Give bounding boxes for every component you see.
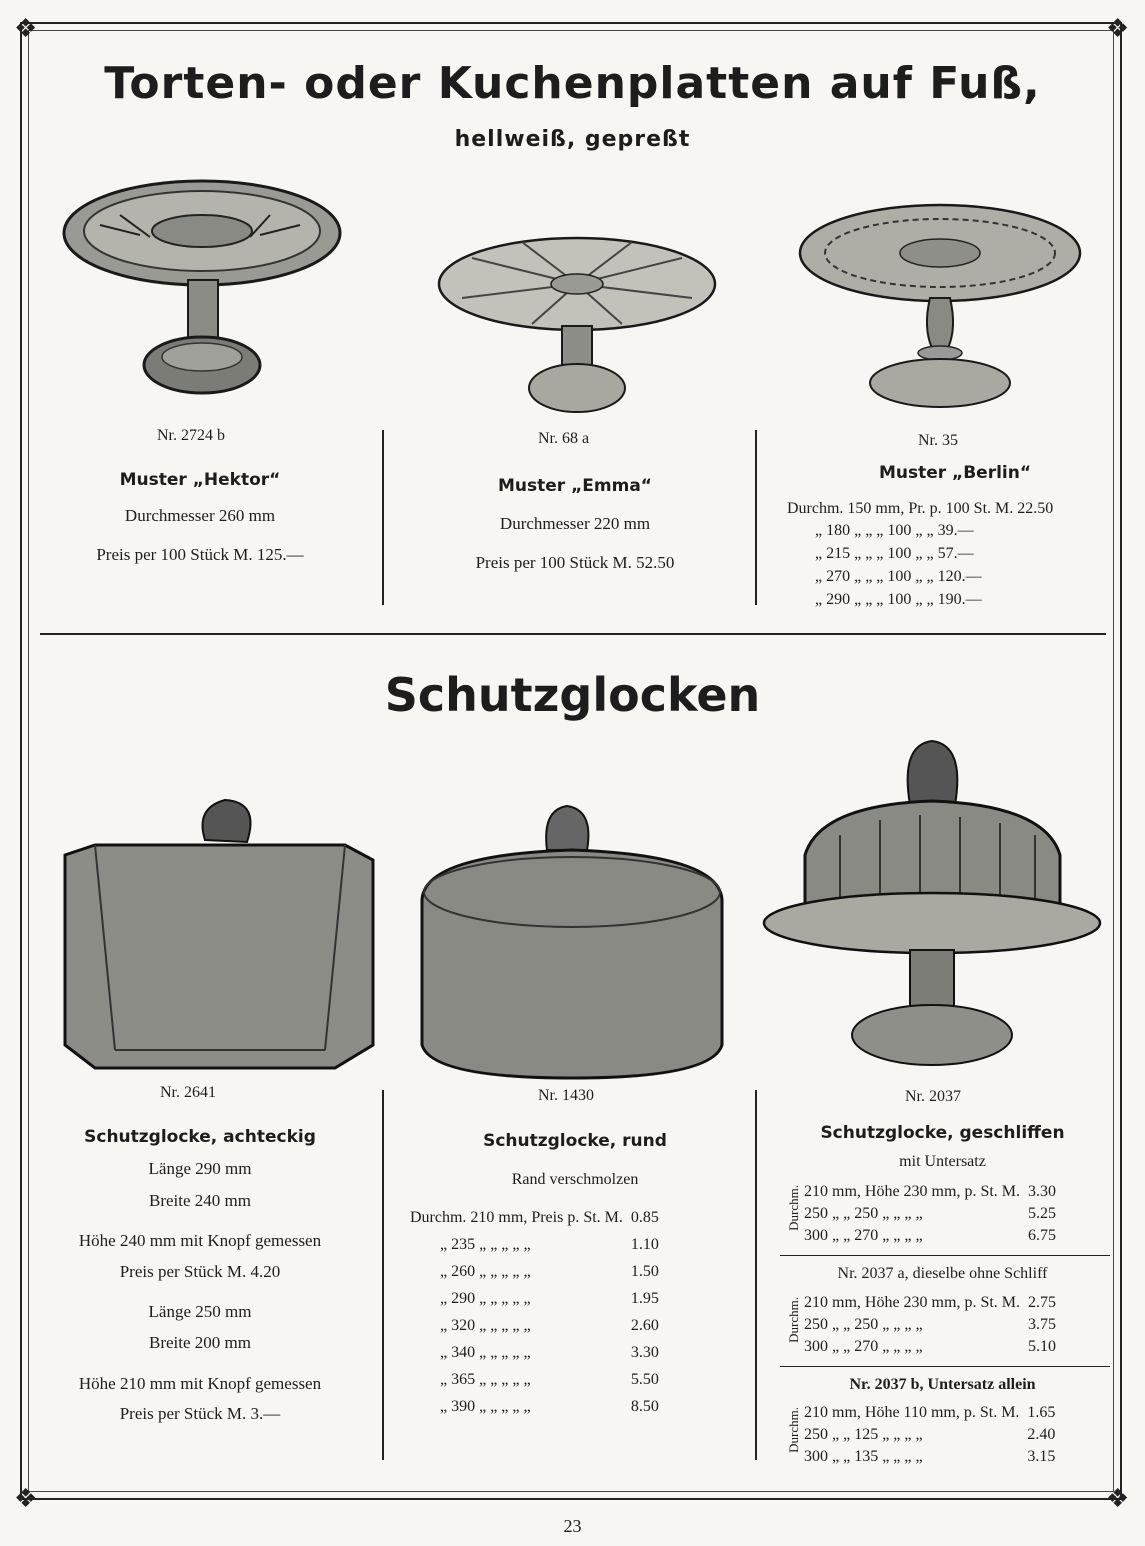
bell-1430-desc: „ 290 „ „ „ „ „ xyxy=(440,1289,531,1307)
bell-2641-line-7: Höhe 210 mm mit Knopf gemessen xyxy=(78,1373,322,1393)
table-row xyxy=(406,1204,663,1231)
bell-2037a-price: 3.75 xyxy=(1028,1316,1057,1333)
bell-2037-desc: 300 „ „ 270 „ „ „ „ xyxy=(804,1227,923,1244)
bell-2037a-price-table xyxy=(800,1292,1060,1358)
bell-2037-nr: Nr. 2037 xyxy=(905,1088,961,1105)
cake-plate-berlin-muster: Muster „Berlin“ xyxy=(878,463,1032,483)
bell-2037-price: 3.30 xyxy=(1028,1183,1057,1200)
cake-plate-emma-muster: Muster „Emma“ xyxy=(498,476,652,496)
bell-2037b-price: 2.40 xyxy=(1027,1426,1056,1443)
bell-2641-nr: Nr. 2641 xyxy=(160,1084,216,1101)
bell-2037b-durchm-label: Durchm. xyxy=(786,1407,801,1453)
bell-2037a-title: Nr. 2037 a, dieselbe ohne Schliff xyxy=(837,1265,1048,1282)
bell-2641-title: Schutzglocke, achteckig xyxy=(84,1127,316,1147)
bell-2037a-desc: 300 „ „ 270 „ „ „ „ xyxy=(804,1338,923,1355)
column-divider xyxy=(382,430,384,605)
bell-2037b-price: 3.15 xyxy=(1027,1448,1056,1465)
page-number: 23 xyxy=(563,1516,582,1536)
bell-1430-price: 0.85 xyxy=(630,1208,659,1226)
bell-2037-price: 6.75 xyxy=(1028,1227,1057,1244)
bell-2037a-price: 5.10 xyxy=(1028,1338,1057,1355)
bell-2641-line-1: Länge 290 mm xyxy=(148,1159,252,1179)
bell-2037-price: 5.25 xyxy=(1028,1205,1057,1222)
table-row xyxy=(800,1336,1060,1358)
bell-2641-info xyxy=(40,1127,360,1425)
table-row xyxy=(800,1292,1060,1314)
bell-1430-price: 2.60 xyxy=(630,1316,659,1334)
page-title: Torten- oder Kuchenplatten auf Fuß, xyxy=(104,58,1041,109)
bell-1430-price: 1.10 xyxy=(630,1235,659,1253)
cake-plate-hektor-info xyxy=(50,470,350,565)
bell-1430-price: 5.50 xyxy=(630,1370,659,1388)
bell-1430-illustration xyxy=(412,800,732,1080)
bell-1430-price: 8.50 xyxy=(630,1397,659,1415)
bell-2037-illustration xyxy=(760,735,1105,1075)
table-row xyxy=(800,1402,1059,1424)
cake-plate-emma-illustration xyxy=(432,228,722,418)
cake-plate-hektor-illustration xyxy=(60,175,345,410)
bell-1430-desc: „ 340 „ „ „ „ „ xyxy=(440,1343,531,1361)
bell-2641-line-5: Länge 250 mm xyxy=(148,1301,252,1321)
table-row xyxy=(800,1203,1060,1225)
cake-plate-berlin-row-1: Durchm. 150 mm, Pr. p. 100 St. M. 22.50 xyxy=(787,500,1054,517)
bell-2641-illustration xyxy=(55,780,385,1075)
bell-1430-subtitle: Rand verschmolzen xyxy=(511,1171,639,1188)
bell-2037a-desc: 250 „ „ 250 „ „ „ „ xyxy=(804,1316,923,1333)
cake-plate-berlin-row-5: „ 290 „ „ „ 100 „ „ 190.— xyxy=(815,591,982,608)
bell-2641-line-8: Preis per Stück M. 3.— xyxy=(119,1404,281,1424)
cake-plate-berlin-row-4: „ 270 „ „ „ 100 „ „ 120.— xyxy=(815,568,982,585)
bell-2641-line-2: Breite 240 mm xyxy=(149,1190,251,1210)
cake-plate-emma-diameter: Durchmesser 220 mm xyxy=(499,514,651,534)
bell-2037-subtitle: mit Untersatz xyxy=(899,1153,986,1170)
bell-2037b-price: 1.65 xyxy=(1027,1404,1056,1421)
corner-ornament-bottom-left: ❖ xyxy=(14,1484,38,1513)
table-row xyxy=(406,1312,663,1339)
bell-2037-price-table xyxy=(800,1181,1060,1247)
column-divider xyxy=(755,1090,757,1460)
bell-2037b-desc: 210 mm, Höhe 110 mm, p. St. M. xyxy=(804,1404,1020,1421)
table-row xyxy=(406,1231,663,1258)
bell-1430-desc: „ 320 „ „ „ „ „ xyxy=(440,1316,531,1334)
bell-1430-desc: „ 260 „ „ „ „ „ xyxy=(440,1262,531,1280)
page-subtitle: hellweiß, gepreßt xyxy=(454,127,691,152)
cake-plate-hektor-nr: Nr. 2724 b xyxy=(157,427,225,444)
column-divider xyxy=(755,430,757,605)
bell-2037-desc: 210 mm, Höhe 230 mm, p. St. M. xyxy=(804,1183,1021,1200)
bell-2037a-divider xyxy=(780,1366,1110,1367)
corner-ornament-top-left: ❖ xyxy=(14,14,38,43)
bell-2037a-durchm-label: Durchm. xyxy=(786,1297,801,1343)
bell-2037-durchm-label: Durchm. xyxy=(786,1185,801,1231)
bell-2037b-price-table xyxy=(800,1402,1059,1468)
cake-plate-hektor-diameter: Durchmesser 260 mm xyxy=(124,506,276,526)
table-row xyxy=(800,1446,1059,1468)
bell-2037b-title: Nr. 2037 b, Untersatz allein xyxy=(849,1376,1036,1393)
bell-2037-title: Schutzglocke, geschliffen xyxy=(820,1123,1065,1143)
cake-plate-berlin-illustration xyxy=(795,198,1090,413)
table-row xyxy=(800,1181,1060,1203)
cake-plate-berlin-row-2: „ 180 „ „ „ 100 „ „ 39.— xyxy=(815,522,974,539)
bell-2641-line-6: Breite 200 mm xyxy=(149,1333,251,1353)
bell-1430-desc: Durchm. 210 mm, Preis p. St. M. xyxy=(410,1208,623,1226)
bell-2037-desc: 250 „ „ 250 „ „ „ „ xyxy=(804,1205,923,1222)
section-divider xyxy=(40,633,1106,635)
bell-2037a-desc: 210 mm, Höhe 230 mm, p. St. M. xyxy=(804,1294,1021,1311)
bell-1430-desc: „ 365 „ „ „ „ „ xyxy=(440,1370,531,1388)
bell-1430-desc: „ 235 „ „ „ „ „ xyxy=(440,1235,531,1253)
corner-ornament-bottom-right: ❖ xyxy=(1106,1484,1130,1513)
cake-plate-berlin-nr: Nr. 35 xyxy=(918,432,958,449)
table-row xyxy=(406,1339,663,1366)
table-row xyxy=(800,1314,1060,1336)
bell-1430-price: 1.95 xyxy=(630,1289,659,1307)
table-row xyxy=(406,1393,663,1420)
bell-2037b-desc: 250 „ „ 125 „ „ „ „ xyxy=(804,1426,923,1443)
cake-plate-emma-nr: Nr. 68 a xyxy=(538,430,590,447)
bell-1430-price: 1.50 xyxy=(630,1262,659,1280)
bell-1430-price-table xyxy=(406,1204,663,1420)
corner-ornament-top-right: ❖ xyxy=(1106,14,1130,43)
bell-1430-price: 3.30 xyxy=(630,1343,659,1361)
bell-2037b-desc: 300 „ „ 135 „ „ „ „ xyxy=(804,1448,923,1465)
cake-plate-berlin-row-3: „ 215 „ „ „ 100 „ „ 57.— xyxy=(815,545,974,562)
bell-1430-nr: Nr. 1430 xyxy=(538,1087,594,1104)
cake-plate-emma-info xyxy=(420,476,730,573)
bell-2037a-price: 2.75 xyxy=(1028,1294,1057,1311)
bell-2641-line-4: Preis per Stück M. 4.20 xyxy=(119,1261,281,1281)
cake-plate-emma-price: Preis per 100 Stück M. 52.50 xyxy=(475,552,675,572)
bell-1430-desc: „ 390 „ „ „ „ „ xyxy=(440,1397,531,1415)
table-row xyxy=(406,1366,663,1393)
table-row xyxy=(800,1225,1060,1247)
cake-plate-hektor-price: Preis per 100 Stück M. 125.— xyxy=(96,544,304,564)
cake-plate-hektor-muster: Muster „Hektor“ xyxy=(119,470,281,490)
column-divider xyxy=(382,1090,384,1460)
bell-2641-line-3: Höhe 240 mm mit Knopf gemessen xyxy=(78,1231,322,1251)
table-row xyxy=(406,1258,663,1285)
table-row xyxy=(800,1424,1059,1446)
bell-1430-title: Schutzglocke, rund xyxy=(483,1131,667,1151)
table-row xyxy=(406,1285,663,1312)
bell-2037-divider xyxy=(780,1255,1110,1256)
section-title-schutzglocken: Schutzglocken xyxy=(384,668,761,722)
